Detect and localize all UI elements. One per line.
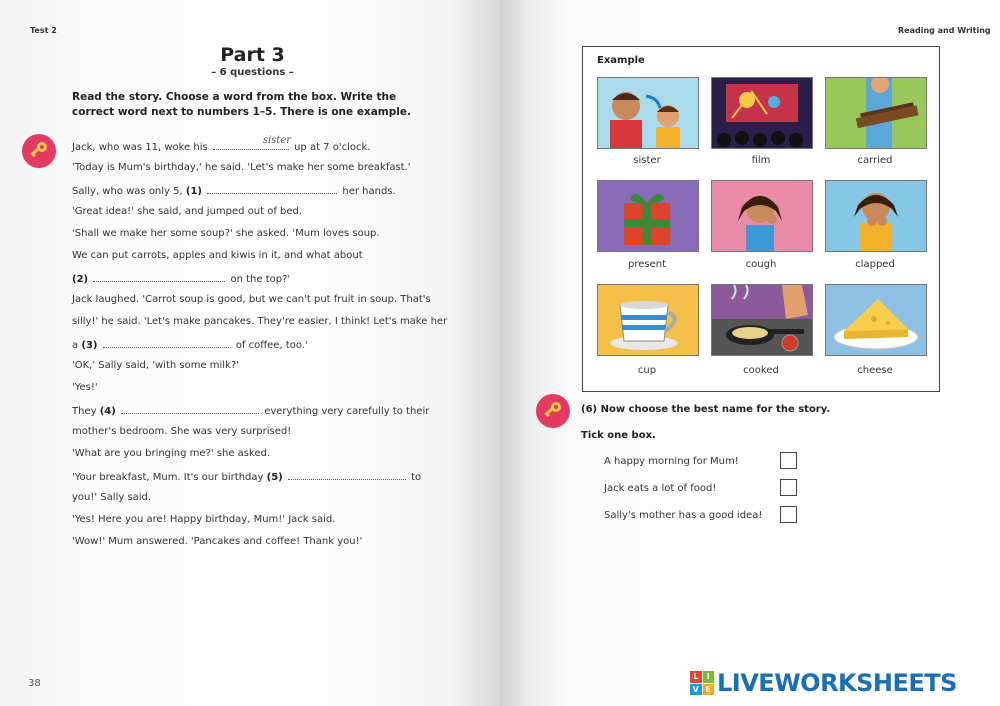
right-page [500, 0, 1000, 706]
story-text: up at 7 o'clock. [294, 142, 371, 153]
story-line: We can put carrots, apples and kiwis in it, and what about [72, 250, 363, 261]
story-line: 'Yes!' [72, 382, 98, 393]
tick-instruction: Tick one box. [581, 430, 656, 441]
word-box [582, 46, 940, 392]
story-line: Jack laughed. 'Carrot soup is good, but we can't put fruit in soup. That's [72, 294, 431, 305]
example-label: Example [597, 55, 645, 66]
story-line [72, 135, 371, 153]
answer-blank[interactable] [121, 404, 259, 414]
instructions: Read the story. Choose a word from the box. Write the correct word next to numbers 1–5. There is one example. [72, 91, 411, 118]
option-2-label: Jack eats a lot of food! [604, 483, 717, 494]
story-text: her hands. [342, 186, 396, 197]
story-text: everything very carefully to their [264, 406, 430, 417]
film-picture [711, 77, 813, 149]
liveworksheets-logo [690, 668, 957, 698]
story-text: to [411, 472, 422, 483]
key-icon-2[interactable] [536, 394, 570, 428]
option-2-checkbox[interactable] [780, 479, 797, 496]
logo-letter-i: I [703, 671, 715, 683]
story-line [72, 338, 308, 351]
answer-blank[interactable] [207, 184, 337, 194]
story-text: They [72, 406, 97, 417]
page-number: 38 [28, 678, 41, 689]
sister-picture [597, 77, 699, 149]
story-line: you!' Sally said. [72, 492, 152, 503]
cup-picture [597, 284, 699, 356]
story-line [72, 404, 429, 417]
part-subtitle: – 6 questions – [211, 67, 294, 78]
logo-letter-v: V [690, 684, 702, 696]
section-label: Reading and Writing [898, 26, 991, 35]
story-line: silly!' he said. 'Let's make pancakes. They're easier, I think! Let's make her [72, 316, 448, 327]
logo-icon [690, 671, 714, 695]
story-text: Jack, who was 11, woke his [72, 142, 208, 153]
word-present: present [627, 259, 666, 270]
clapped-picture [825, 180, 927, 252]
question-number: (5) [266, 472, 283, 483]
story-line: 'Today is Mum's birthday,' he said. 'Let's make her some breakfast.' [72, 162, 411, 173]
story-line [72, 272, 290, 285]
story-line: 'Wow!' Mum answered. 'Pancakes and coffee! Thank you!' [72, 536, 363, 547]
logo-text: LIVEWORKSHEETS [717, 669, 957, 697]
story-text: on the top?' [230, 274, 291, 285]
option-1-label: A happy morning for Mum! [604, 456, 739, 467]
answer-blank[interactable] [288, 470, 406, 480]
story-text: 'Your breakfast, Mum. It's our birthday [72, 472, 264, 483]
cough-picture [711, 180, 813, 252]
option-3-checkbox[interactable] [780, 506, 797, 523]
story-line [72, 184, 396, 197]
question-number: (3) [81, 340, 98, 351]
word-cooked: cooked [743, 365, 779, 376]
logo-letter-e: E [703, 684, 715, 696]
word-sister: sister [633, 155, 661, 166]
example-blank [213, 135, 292, 150]
story-line: 'Yes! Here you are! Happy birthday, Mum!' Jack said. [72, 514, 336, 525]
story-line: 'What are you bringing me?' she asked. [72, 448, 271, 459]
story-line: 'OK,' Sally said, 'with some milk?' [72, 360, 239, 371]
cheese-picture [825, 284, 927, 356]
example-answer: sister [262, 135, 292, 146]
story-line [72, 470, 421, 483]
story-text: of coffee, too.' [235, 340, 308, 351]
word-cough: cough [745, 259, 777, 270]
answer-blank[interactable] [93, 272, 225, 282]
word-cheese: cheese [857, 365, 893, 376]
story-text: Sally, who was only 5, [72, 186, 183, 197]
answer-blank[interactable] [103, 338, 231, 348]
part-title: Part 3 [220, 44, 285, 66]
carried-picture [825, 77, 927, 149]
test-label: Test 2 [30, 26, 57, 35]
question-number: (4) [99, 406, 116, 417]
word-carried: carried [857, 155, 893, 166]
cooked-picture [711, 284, 813, 356]
option-3-label: Sally's mother has a good idea! [604, 510, 763, 521]
story-line: 'Shall we make her some soup?' she asked. 'Mum loves soup. [72, 228, 380, 239]
story-text: a [72, 340, 79, 351]
key-icon[interactable] [22, 134, 56, 168]
present-picture [597, 180, 699, 252]
option-1-checkbox[interactable] [780, 452, 797, 469]
question-6: (6) Now choose the best name for the story. [581, 404, 831, 415]
logo-letter-l: L [690, 671, 702, 683]
word-cup: cup [637, 365, 657, 376]
question-number: (2) [72, 274, 89, 285]
question-number: (1) [185, 186, 202, 197]
story-line: 'Great idea!' she said, and jumped out of bed. [72, 206, 303, 217]
story-line: mother's bedroom. She was very surprised! [72, 426, 292, 437]
word-clapped: clapped [855, 259, 895, 270]
word-film: film [751, 155, 771, 166]
